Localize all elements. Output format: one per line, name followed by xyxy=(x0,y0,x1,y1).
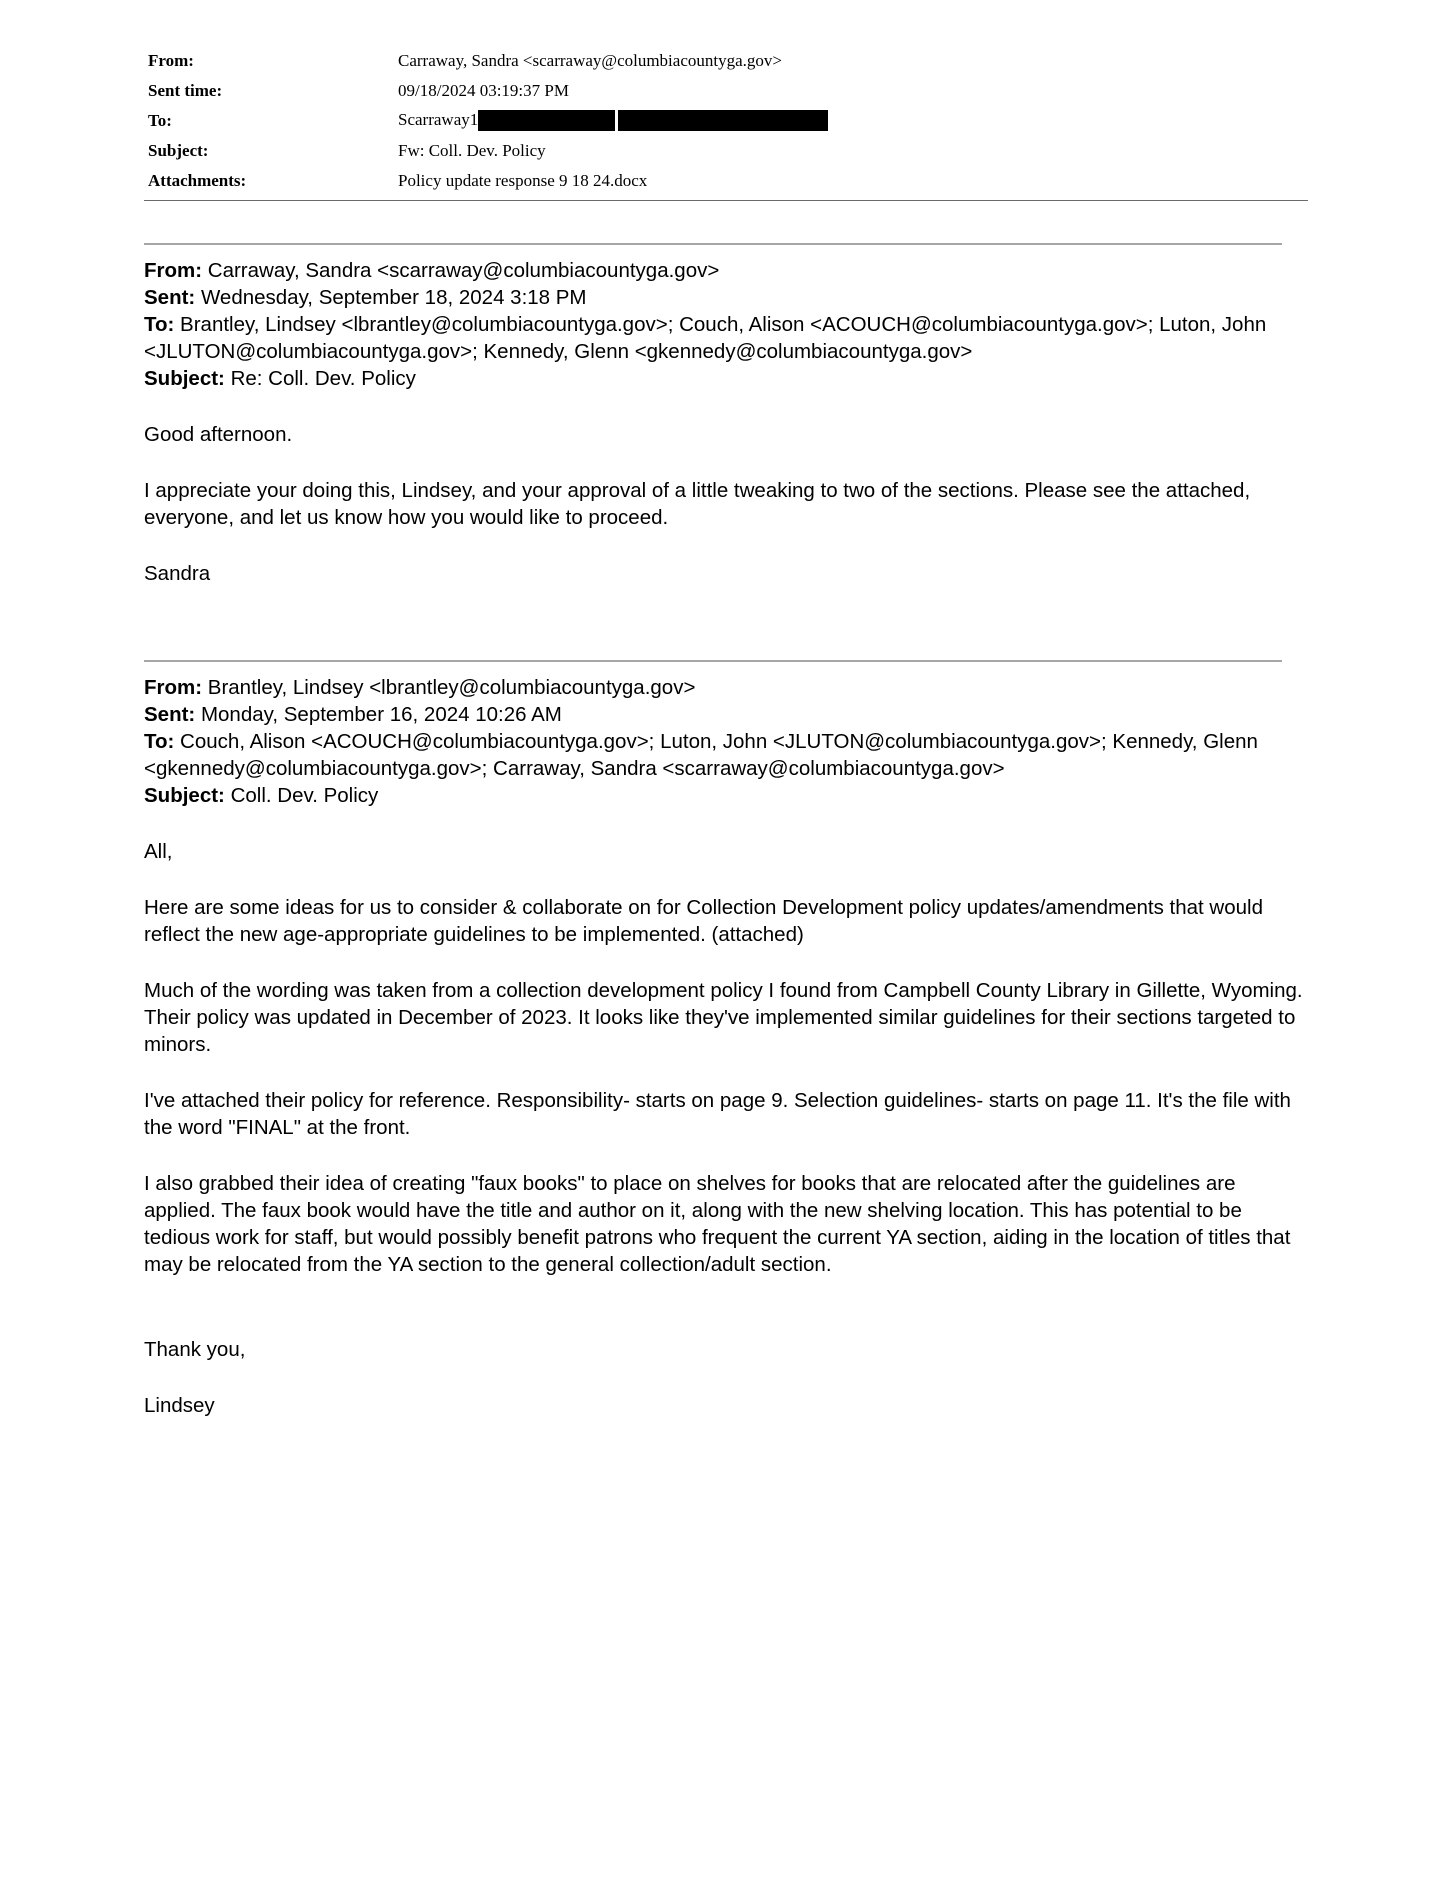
email-from-label: From: xyxy=(144,259,203,282)
email-body-paragraph: Much of the wording was taken from a collection development policy I found from Campbell County Library in Gillette, Wyoming. Their policy was updated in December of 2023. It looks like they've implemented similar guidelines for their sections targeted to minors. xyxy=(144,979,1303,1056)
email-sent-label: Sent: xyxy=(144,703,196,726)
email-subject-line xyxy=(144,782,1304,809)
meta-to-value-container xyxy=(398,110,1314,132)
redaction-block xyxy=(618,110,828,131)
email-signature: Sandra xyxy=(144,562,211,585)
email-body-paragraph: Here are some ideas for us to consider & collaborate on for Collection Development policy updates/amendments that would reflect the new age-appropriate guidelines to be implemented. (attached) xyxy=(144,896,1263,946)
email-subject-label: Subject: xyxy=(144,784,225,807)
email-closing: Thank you, xyxy=(144,1338,246,1361)
email-from-line xyxy=(144,257,1304,284)
message-metadata-header xyxy=(144,46,1314,196)
meta-attachments-row xyxy=(144,166,1314,196)
meta-from-value: Carraway, Sandra <scarraway@columbiacountyga.gov> xyxy=(398,51,782,70)
meta-sent-row xyxy=(144,76,1314,106)
email-subject-line xyxy=(144,365,1304,392)
meta-sent-label: Sent time: xyxy=(148,81,223,100)
meta-subject-value: Fw: Coll. Dev. Policy xyxy=(398,141,546,160)
email-separator xyxy=(144,660,1282,662)
email-body-paragraph: I appreciate your doing this, Lindsey, and your approval of a little tweaking to two of the sections. Please see the attached, everyone, and let us know how you would like to proceed. xyxy=(144,479,1251,529)
email-body-paragraph: I also grabbed their idea of creating "faux books" to place on shelves for books that are relocated after the guidelines are applied. The faux book would have the title and author on it, along with the new shelving location. This has potential to be tedious work for staff, but would possibly benefit patrons who frequent the current YA section, aiding in the location of titles that may be relocated from the YA section to the general collection/adult section. xyxy=(144,1172,1291,1276)
email-to-value: Brantley, Lindsey <lbrantley@columbiacountyga.gov>; Couch, Alison <ACOUCH@columbiacountyga.gov>; Luton, John <JLUTON@columbiacountyga.gov>; Kennedy, Glenn <gkennedy@columbiacountyga.gov> xyxy=(144,313,1267,363)
meta-from-label: From: xyxy=(148,51,194,70)
header-divider xyxy=(144,200,1308,201)
meta-to-value: Scarraway1 xyxy=(398,110,479,130)
email-sent-value: Wednesday, September 18, 2024 3:18 PM xyxy=(195,286,587,309)
meta-from-row xyxy=(144,46,1314,76)
email-signature: Lindsey xyxy=(144,1394,215,1417)
email-subject-value: Coll. Dev. Policy xyxy=(224,784,379,807)
email-sent-line xyxy=(144,701,1304,728)
email-from-value: Brantley, Lindsey <lbrantley@columbiacountyga.gov> xyxy=(202,676,696,699)
attachment-filename[interactable]: Policy update response 9 18 24.docx xyxy=(398,171,648,190)
email-greeting: Good afternoon. xyxy=(144,423,293,446)
meta-attachments-label: Attachments: xyxy=(148,171,247,190)
email-to-label: To: xyxy=(144,313,175,336)
email-body-paragraph: I've attached their policy for reference. Responsibility- starts on page 9. Selection guidelines- starts on page 11. It's the file with the word "FINAL" at the front. xyxy=(144,1089,1291,1139)
email-to-value: Couch, Alison <ACOUCH@columbiacountyga.gov>; Luton, John <JLUTON@columbiacountyga.gov>; Kennedy, Glenn <gkennedy@columbiacountyga.gov>; Carraway, Sandra <scarraway@columbiacountyga.gov> xyxy=(144,730,1258,780)
email-to-label: To: xyxy=(144,730,175,753)
meta-subject-label: Subject: xyxy=(148,141,209,160)
email-from-value: Carraway, Sandra <scarraway@columbiacountyga.gov> xyxy=(202,259,720,282)
email-to-line xyxy=(144,311,1304,365)
meta-to-label: To: xyxy=(148,111,172,130)
meta-subject-row xyxy=(144,136,1314,166)
email-greeting: All, xyxy=(144,840,173,863)
email-subject-value: Re: Coll. Dev. Policy xyxy=(224,367,416,390)
email-message-lindsey xyxy=(144,674,1304,1419)
redaction-block xyxy=(478,110,615,131)
email-sent-value: Monday, September 16, 2024 10:26 AM xyxy=(195,703,562,726)
email-from-line xyxy=(144,674,1304,701)
meta-sent-value: 09/18/2024 03:19:37 PM xyxy=(398,81,569,100)
meta-to-row xyxy=(144,106,1314,136)
email-subject-label: Subject: xyxy=(144,367,225,390)
email-from-label: From: xyxy=(144,676,203,699)
email-message-sandra xyxy=(144,257,1304,587)
email-separator xyxy=(144,243,1282,245)
email-sent-label: Sent: xyxy=(144,286,196,309)
email-to-line xyxy=(144,728,1304,782)
email-sent-line xyxy=(144,284,1304,311)
